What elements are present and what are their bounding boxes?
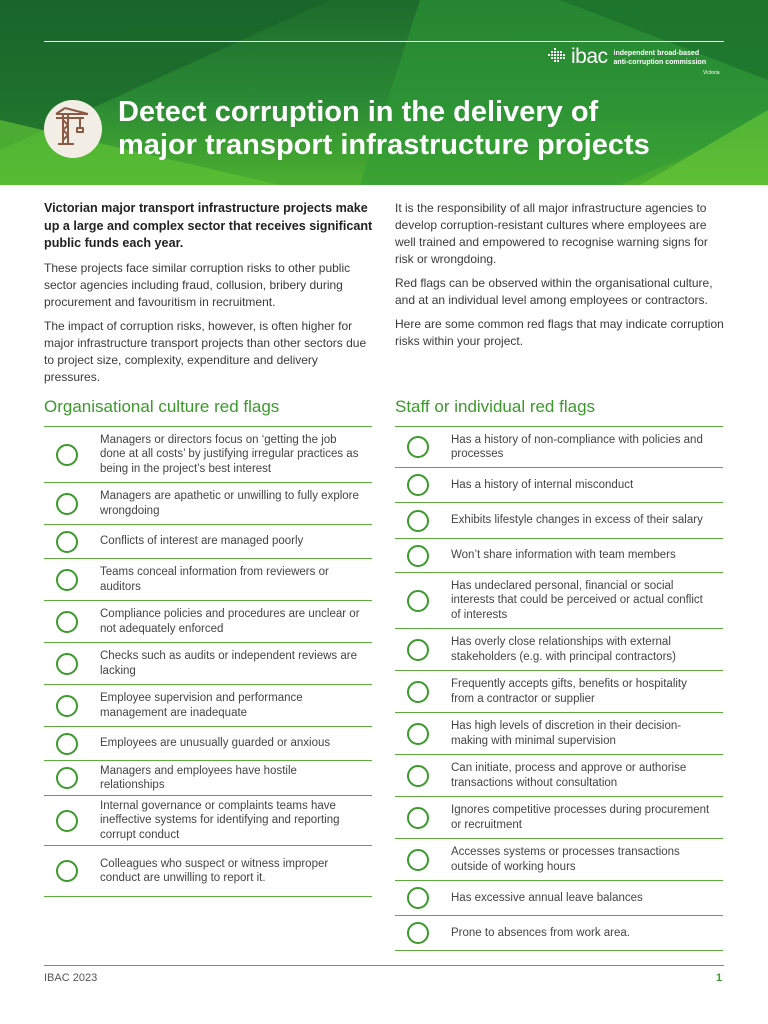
checklist-item-text: Can initiate, process and approve or authorise transactions without consultation (451, 762, 687, 789)
footer-label: IBAC 2023 (44, 972, 98, 984)
checkbox-circle[interactable] (56, 611, 78, 633)
checkbox-circle[interactable] (56, 733, 78, 755)
checkbox-circle[interactable] (407, 807, 429, 829)
checkbox-circle[interactable] (407, 590, 429, 612)
checklist-item (44, 727, 372, 761)
checkbox-circle[interactable] (56, 860, 78, 882)
checklist-item (44, 643, 372, 685)
checklist-item (44, 846, 372, 897)
checklist-item (395, 839, 723, 881)
checklist-item (395, 713, 723, 755)
checkbox-circle[interactable] (407, 545, 429, 567)
checklist-item-text: Managers are apathetic or unwilling to fully explore wrongdoing (100, 490, 359, 517)
checklist-item-text: Employees are unusually guarded or anxious (100, 737, 331, 750)
checklist-item-text: Has a history of internal misconduct (451, 478, 634, 491)
intro-left-column (44, 200, 374, 393)
checklist-item-text: Managers or directors focus on ‘getting the job done at all costs’ by justifying irregular practices as being in the project’s best interest (100, 433, 359, 475)
checkbox-circle[interactable] (407, 474, 429, 496)
checklist-item-text: Colleagues who suspect or witness improper conduct are unwilling to report it. (100, 857, 329, 884)
intro-paragraph-5: Here are some common red flags that may indicate corruption risks within your project. (395, 317, 724, 348)
checklist-item-text: Has undeclared personal, financial or social interests that could be perceived or actual conflict of interests (451, 579, 703, 621)
checklist-item (44, 685, 372, 727)
checklist-item-text: Compliance policies and procedures are unclear or not adequately enforced (100, 608, 360, 635)
checkbox-circle[interactable] (56, 695, 78, 717)
checklist-item (44, 796, 372, 846)
checkbox-circle[interactable] (56, 531, 78, 553)
checklist-item-text: Exhibits lifestyle changes in excess of their salary (451, 514, 703, 527)
checklist-item (395, 427, 723, 468)
header-banner (0, 0, 768, 185)
crane-icon (44, 100, 102, 158)
checkbox-circle[interactable] (56, 810, 78, 832)
checklist-item (395, 468, 723, 503)
checklist-item (395, 573, 723, 629)
checklist-item (395, 916, 723, 951)
ibac-logo (548, 45, 720, 76)
checklist-item (395, 881, 723, 916)
intro-lead: Victorian major transport infrastructure projects make up a large and complex sector that receives significant public funds each year. (44, 201, 373, 250)
checklist-item (44, 761, 372, 796)
checklist-item-text: Managers and employees have hostile relationships (100, 764, 297, 791)
checklist-item (395, 671, 723, 713)
checkbox-circle[interactable] (56, 767, 78, 789)
checkbox-circle[interactable] (56, 444, 78, 466)
page-title-line1: Detect corruption in the delivery of (118, 96, 599, 128)
checklist-item (395, 629, 723, 671)
checkbox-circle[interactable] (56, 569, 78, 591)
header-rule (44, 41, 724, 42)
checkbox-circle[interactable] (407, 887, 429, 909)
organisational-heading: Organisational culture red flags (44, 397, 280, 416)
checkbox-circle[interactable] (407, 510, 429, 532)
checklist-item-text: Ignores competitive processes during procurement or recruitment (451, 804, 710, 831)
checklist-item-text: Has overly close relationships with external stakeholders (e.g. with principal contractors) (451, 636, 676, 663)
ibac-logo-mark-icon (548, 48, 568, 66)
checklist-item-text: Accesses systems or processes transactions outside of working hours (451, 846, 680, 873)
checklist-item (395, 539, 723, 573)
checkbox-circle[interactable] (407, 765, 429, 787)
checklist-item (44, 601, 372, 643)
intro-paragraph-1: These projects face similar corruption risks to other public sector agencies including fraud, collusion, bribery during procurement and favouritism in recruitment. (44, 260, 351, 309)
checklist-item-text: Checks such as audits or independent reviews are lacking (100, 650, 357, 677)
individual-checklist (395, 426, 723, 951)
checklist-item-text: Won’t share information with team members (451, 549, 676, 562)
checklist-item (44, 559, 372, 601)
checklist-item-text: Has excessive annual leave balances (451, 891, 643, 904)
checkbox-circle[interactable] (407, 681, 429, 703)
checklist-item-text: Prone to absences from work area. (451, 926, 630, 939)
checklist-item-text: Has a history of non-compliance with policies and processes (451, 433, 703, 460)
checkbox-circle[interactable] (56, 653, 78, 675)
checklist-item (44, 427, 372, 483)
checklist-item-text: Frequently accepts gifts, benefits or hospitality from a contractor or supplier (451, 678, 687, 705)
logo-state: Victoria (703, 70, 720, 76)
crane-icon-badge (44, 100, 102, 158)
checklist-item-text: Conflicts of interest are managed poorly (100, 535, 304, 548)
checkbox-circle[interactable] (407, 849, 429, 871)
intro-paragraph-4: Red flags can be observed within the organisational culture, and at an individual level among employees or contractors. (395, 276, 713, 307)
checklist-item-text: Internal governance or complaints teams have ineffective systems for identifying and reporting corrupt conduct (100, 799, 340, 841)
page-title (118, 96, 738, 162)
checkbox-circle[interactable] (407, 922, 429, 944)
checkbox-circle[interactable] (407, 723, 429, 745)
organisational-checklist (44, 426, 372, 897)
checkbox-circle[interactable] (407, 639, 429, 661)
logo-subtitle-line1: independent broad-based (613, 50, 700, 57)
footer-rule (44, 965, 724, 966)
checklist-item-text: Employee supervision and performance management are inadequate (100, 692, 303, 719)
checklist-item (395, 755, 723, 797)
checklist-item (395, 503, 723, 539)
checklist-item-text: Teams conceal information from reviewers or auditors (100, 566, 329, 593)
checklist-item-text: Has high levels of discretion in their decision-making with minimal supervision (451, 720, 682, 747)
intro-right-column (395, 200, 725, 357)
logo-subtitle (614, 50, 707, 67)
checklist-item (395, 797, 723, 839)
intro-paragraph-2: The impact of corruption risks, however, is often higher for major infrastructure transport projects than other sectors due to project size, complexity, expenditure and delivery pressures. (44, 318, 367, 384)
intro-paragraph-3: It is the responsibility of all major infrastructure agencies to develop corruption-resistant cultures where employees are well trained and empowered to recognise warning signs for risk or wrongdoing. (395, 201, 708, 266)
checklist-item (44, 525, 372, 559)
individual-heading: Staff or individual red flags (395, 397, 596, 416)
page-number: 1 (716, 972, 723, 984)
checklist-item (44, 483, 372, 525)
page-title-line2: major transport infrastructure projects (118, 129, 650, 161)
checkbox-circle[interactable] (56, 493, 78, 515)
checkbox-circle[interactable] (407, 436, 429, 458)
logo-subtitle-line2: anti-corruption commission (613, 58, 707, 66)
logo-wordmark: ibac (571, 45, 608, 68)
